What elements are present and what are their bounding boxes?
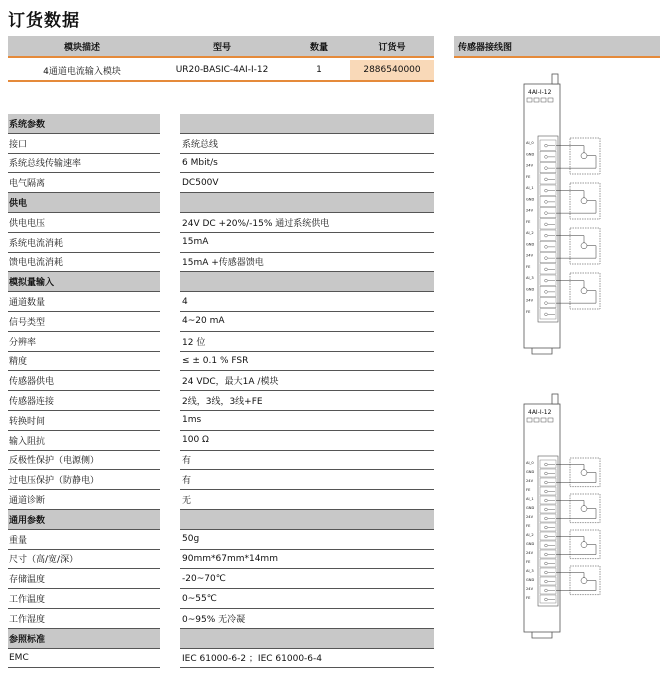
pin-label: AI_1 [526,186,534,190]
param-value [180,114,434,134]
section-label: 模拟量输入 [8,272,160,292]
param-value [180,272,434,292]
pin-label: GND [526,542,535,546]
terminal-slot [540,298,556,308]
header-description: 模块描述 [63,42,100,53]
param-value: 0~95% 无冷凝 [180,609,434,629]
section-label: 通用参数 [8,510,160,530]
param-row [8,490,434,510]
param-label: 反极性保护（电源侧） [8,451,160,471]
section-row [8,510,434,530]
param-value: IEC 61000-6-2 ；IEC 61000-6-4 [180,649,434,669]
wiring-diagram-1 [500,68,610,358]
terminal-slot [540,275,556,285]
pin-label: FE [526,174,531,179]
terminal-slot [540,541,556,549]
pin-label: 24V [526,298,534,303]
section-row [8,272,434,292]
param-row [8,530,434,550]
param-label: 接口 [8,134,160,154]
param-row [8,253,434,273]
terminal-slot [540,460,556,468]
pin-label: AI_1 [526,497,534,501]
param-label: 尺寸（高/宽/深） [8,550,160,570]
sensor-symbol [581,288,587,294]
terminal-slot [540,550,556,558]
param-row [8,550,434,570]
params-table [8,114,434,668]
param-value: 50g [180,530,434,550]
param-value: ≤ ± 0.1 % FSR [180,352,434,372]
param-row [8,609,434,629]
param-value: -20~70℃ [180,569,434,589]
terminal-slot [540,478,556,486]
param-label: 通道数量 [8,292,160,312]
pin-label: GND [526,242,535,247]
sensor-symbol [581,198,587,204]
param-row [8,154,434,174]
pin-label: GND [526,578,535,582]
param-value: 系统总线 [180,134,434,154]
section-row [8,193,434,213]
terminal-slot [540,496,556,504]
terminal-slot [540,230,556,240]
param-label: 输入阻抗 [8,431,160,451]
pin-label: GND [526,470,535,474]
param-row [8,371,434,391]
param-row [8,391,434,411]
param-row [8,569,434,589]
param-value: 0~55℃ [180,589,434,609]
pin-label: FE [526,524,531,528]
module-label: 4AI-I-12 [528,89,552,96]
param-value [180,510,434,530]
pin-label: FE [526,264,531,269]
pin-label: GND [526,506,535,510]
param-value: 无 [180,490,434,510]
param-row [8,233,434,253]
pin-label: 24V [526,208,534,213]
order-table-header [8,36,434,58]
module-foot [532,348,552,354]
module-latch [552,394,558,404]
terminal-slot [540,559,556,567]
terminal-slot [540,140,556,150]
pin-label: 24V [526,551,534,555]
led-indicator [534,98,539,102]
param-value [180,193,434,213]
pin-label: GND [526,152,535,157]
pin-label: AI_0 [526,461,534,465]
param-row [8,470,434,490]
terminal-slot [540,264,556,274]
param-row [8,451,434,471]
param-row [8,411,434,431]
param-row [8,589,434,609]
pin-label: AI_2 [526,533,534,537]
param-label: 过电压保护（防静电） [8,470,160,490]
pin-label: FE [526,309,531,314]
sensor-symbol [581,506,587,512]
terminal-slot [540,241,556,251]
param-value: 1ms [180,411,434,431]
param-label: 存储温度 [8,569,160,589]
param-label: 系统总线传输速率 [8,154,160,174]
terminal-slot [540,219,556,229]
terminal-slot [540,196,556,206]
sensor-symbol [581,542,587,548]
cell-qty: 1 [316,65,322,75]
terminal-slot [540,595,556,603]
terminal-slot [540,163,556,173]
param-row [8,312,434,332]
terminal-slot [540,514,556,522]
section-label: 系统参数 [8,114,160,134]
led-indicator [541,418,546,422]
sensor-symbol [581,243,587,249]
pin-label: GND [526,197,535,202]
sensor-symbol [581,578,587,584]
param-label: 工作温度 [8,589,160,609]
param-value: 6 Mbit/s [180,154,434,174]
param-label: EMC [8,649,160,669]
led-indicator [534,418,539,422]
cell-description: 4通道电流输入模块 [43,66,121,77]
pin-label: AI_2 [526,231,534,235]
param-label: 重量 [8,530,160,550]
param-value: 90mm*67mm*14mm [180,550,434,570]
pin-label: 24V [526,253,534,258]
terminal-slot [540,586,556,594]
terminal-slot [540,487,556,495]
param-value: 4~20 mA [180,312,434,332]
terminal-slot [540,523,556,531]
terminal-slot [540,151,556,161]
param-value: 有 [180,451,434,471]
terminal-slot [540,505,556,513]
pin-label: 24V [526,587,534,591]
terminal-slot [540,185,556,195]
param-row [8,134,434,154]
param-row [8,173,434,193]
param-label: 工作湿度 [8,609,160,629]
sensor-symbol [581,153,587,159]
terminal-slot [540,532,556,540]
param-label: 通道诊断 [8,490,160,510]
pin-label: GND [526,287,535,292]
pin-label: 24V [526,163,534,168]
led-indicator [548,418,553,422]
param-value: 4 [180,292,434,312]
pin-label: FE [526,596,531,600]
param-row [8,292,434,312]
param-value: DC500V [180,173,434,193]
section-label: 供电 [8,193,160,213]
section-label: 参照标准 [8,629,160,649]
param-label: 供电电压 [8,213,160,233]
param-label: 转换时间 [8,411,160,431]
pin-label: 24V [526,515,534,519]
param-value: 15mA +传感器馈电 [180,253,434,273]
param-label: 系统电流消耗 [8,233,160,253]
led-indicator [548,98,553,102]
param-row [8,431,434,451]
pin-label: FE [526,488,531,492]
terminal-slot [540,577,556,585]
param-label: 分辨率 [8,332,160,352]
section-row [8,629,434,649]
terminal-slot [540,469,556,477]
param-value: 2线，3线，3线+FE [180,391,434,411]
pin-label: 24V [526,479,534,483]
header-model: 型号 [212,42,231,53]
cell-model: UR20-BASIC-4AI-I-12 [175,65,269,75]
pin-label: AI_0 [526,141,534,145]
header-order-no: 订货号 [378,42,406,53]
param-label: 精度 [8,352,160,372]
terminal-slot [540,253,556,263]
pin-label: AI_3 [526,276,534,280]
param-label: 馈电电流消耗 [8,253,160,273]
cell-order-no: 2886540000 [350,60,434,80]
terminal-slot [540,174,556,184]
pin-label: AI_3 [526,569,534,573]
param-value: 24 VDC，最大1A /模块 [180,371,434,391]
param-label: 信号类型 [8,312,160,332]
order-table-row [8,60,434,82]
module-foot [532,632,552,638]
terminal-slot [540,309,556,319]
page-title: 订货数据 [8,11,80,31]
terminal-slot [540,286,556,296]
param-value: 12 位 [180,332,434,352]
header-qty: 数量 [309,42,328,53]
param-row [8,352,434,372]
param-value: 有 [180,470,434,490]
param-value: 24V DC +20%/-15% 通过系统供电 [180,213,434,233]
param-label: 电气隔离 [8,173,160,193]
led-indicator [527,98,532,102]
param-value: 100 Ω [180,431,434,451]
param-row [8,332,434,352]
param-row [8,649,434,669]
param-label: 传感器供电 [8,371,160,391]
module-latch [552,74,558,84]
module-label: 4AI-I-12 [528,409,552,416]
wiring-diagram-2 [500,388,610,642]
pin-label: FE [526,219,531,224]
wiring-title: 传感器接线图 [454,36,660,58]
led-indicator [527,418,532,422]
terminal-slot [540,208,556,218]
pin-label: FE [526,560,531,564]
param-value [180,629,434,649]
terminal-slot [540,568,556,576]
param-value: 15mA [180,233,434,253]
sensor-symbol [581,470,587,476]
param-row [8,213,434,233]
section-row [8,114,434,134]
param-label: 传感器连接 [8,391,160,411]
led-indicator [541,98,546,102]
